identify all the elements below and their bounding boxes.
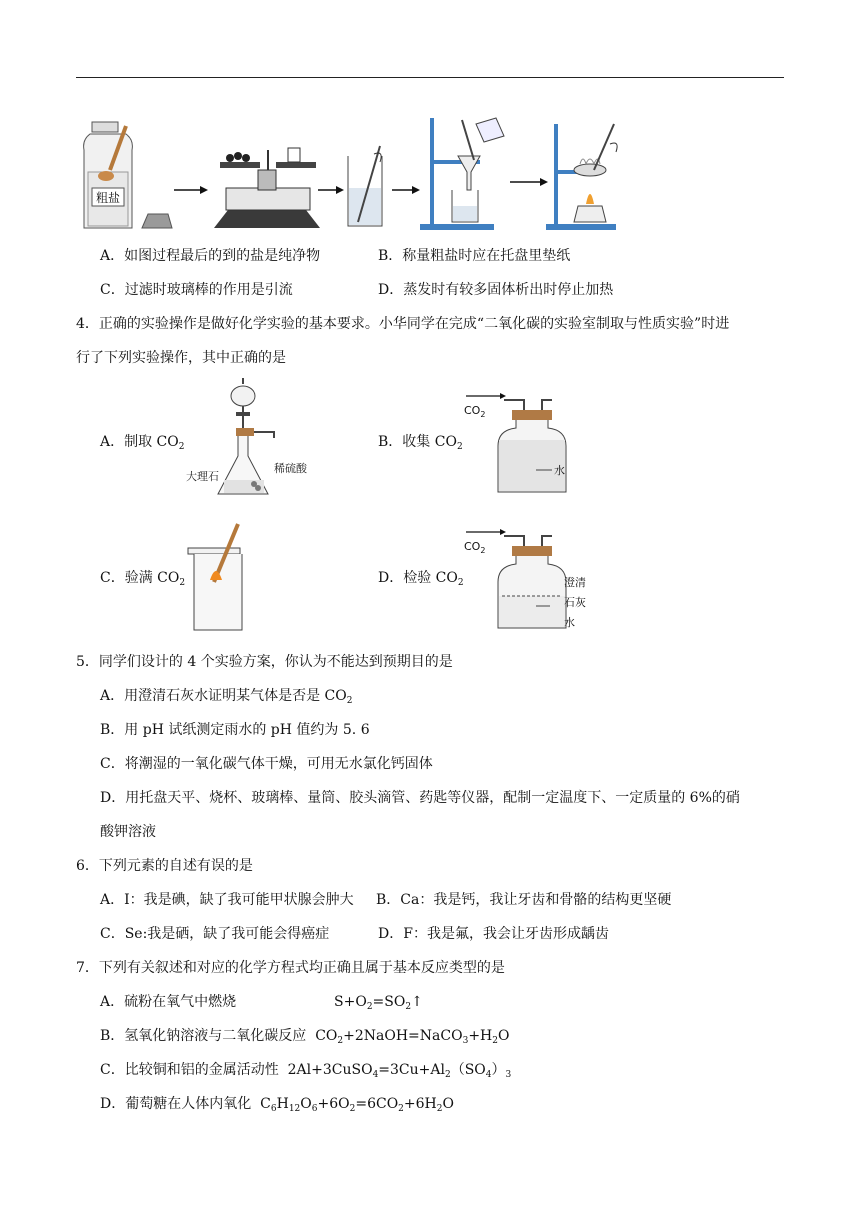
q6-option-a: A．I：我是碘，缺了我可能甲状腺会肿大 xyxy=(100,892,354,908)
header-rule xyxy=(76,77,784,78)
arrow-icon xyxy=(510,178,548,186)
q7-stem: 7．下列有关叙述和对应的化学方程式均正确且属于基本反应类型的是 xyxy=(76,960,505,976)
q5-option-d-line-1: D．用托盘天平、烧杯、玻璃棒、量筒、胶头滴管、药匙等仪器，配制一定温度下、一定质量的 6%的硝 xyxy=(100,790,740,806)
q7-equation-d: $C_6H_{12}O_6+6O_2=6CO_2+6H_2O$ xyxy=(260,1096,454,1114)
q7-option-d: D．葡萄糖在人体内氧化 $C_6H_{12}O_6+6O_2=6CO_2+6H_2O$ xyxy=(100,1096,454,1114)
arrow-icon xyxy=(174,186,208,194)
q5-stem: 5．同学们设计的 4 个实验方案，你认为不能达到预期目的是 xyxy=(76,654,453,670)
q6-option-b: B．Ca：我是钙，我让牙齿和骨骼的结构更坚硬 xyxy=(376,892,672,908)
figure-a-label-marble: 大理石 xyxy=(186,470,219,483)
co2-collection-water-figure xyxy=(460,390,590,496)
q7-equation-b: $CO_2+2NaOH=NaCO_3+H_2O$ xyxy=(315,1028,510,1046)
q7-option-c: C．比较铜和铝的金属活动性 $2Al+3CuSO_4=3Cu+Al_2(SO_4)_3$ xyxy=(100,1062,512,1080)
q5-option-d-line-2: 酸钾溶液 xyxy=(100,824,156,840)
q7-equation-a: $S+O_2=SO_2↑$ xyxy=(334,994,423,1012)
q4-option-d: D．检验 $CO_2$ xyxy=(378,570,464,588)
figure-d-label-line-1: 澄清 xyxy=(564,576,586,589)
figure-d-label-line-3: 水 xyxy=(564,616,575,629)
salt-jar-icon xyxy=(84,122,133,228)
figure-b-label-water: 水 xyxy=(554,464,565,477)
q3-option-d: D．蒸发时有较多固体析出时停止加热 xyxy=(378,282,614,298)
q3-option-c: C．过滤时玻璃棒的作用是引流 xyxy=(100,282,293,298)
q7-option-b: B．氢氧化钠溶液与二氧化碳反应 $CO_2+2NaOH=NaCO_3+H_2O$ xyxy=(100,1028,510,1046)
jar-stopper-icon xyxy=(142,214,172,228)
q5-option-c: C．将潮湿的一氧化碳气体干燥，可用无水氯化钙固体 xyxy=(100,756,433,772)
co2-generation-apparatus-figure xyxy=(180,372,310,504)
figure-d-gas-label: $CO_2$ xyxy=(464,540,486,555)
q5-option-b: B．用 pH 试纸测定雨水的 pH 值约为 5. 6 xyxy=(100,722,370,738)
co2-limewater-test-figure xyxy=(460,526,600,632)
q7-equation-c: $2Al+3CuSO_4=3Cu+Al_2(SO_4)_3$ xyxy=(287,1062,512,1080)
q4-stem-line-1: 4．正确的实验操作是做好化学实验的基本要求。小华同学在完成“二氧化碳的实验室制取与性质实验”时进 xyxy=(76,316,730,332)
q3-option-a: A．如图过程最后的到的盐是纯净物 xyxy=(100,248,321,264)
evaporation-setup-icon xyxy=(546,124,617,230)
q7-option-a: A．硫粉在氧气中燃烧 xyxy=(100,994,237,1010)
q4-option-c: C．验满 $CO_2$ xyxy=(100,570,186,588)
salt-purification-figure xyxy=(80,110,640,235)
q4-option-b: B．收集 $CO_2$ xyxy=(378,434,463,452)
co2-fullness-check-figure xyxy=(180,518,260,636)
arrow-icon xyxy=(392,186,420,194)
arrow-icon xyxy=(318,186,344,194)
filtration-setup-icon xyxy=(420,118,504,230)
q6-stem: 6．下列元素的自述有误的是 xyxy=(76,858,253,874)
q6-option-c: C．Se:我是硒，缺了我可能会得癌症 xyxy=(100,926,330,942)
q4-option-a: A．制取 $CO_2$ xyxy=(100,434,185,452)
beaker-stirring-icon xyxy=(348,146,382,226)
q3-option-b: B．称量粗盐时应在托盘里垫纸 xyxy=(378,248,571,264)
q5-option-a: A．用澄清石灰水证明某气体是否是 $CO_2$ xyxy=(100,688,353,706)
q6-option-d: D．F：我是氟，我会让牙齿形成龋齿 xyxy=(378,926,609,942)
jar-label: 粗盐 xyxy=(96,191,121,205)
figure-d-label-line-2: 石灰 xyxy=(564,596,586,609)
q4-stem-line-2: 行了下列实验操作，其中正确的是 xyxy=(76,350,286,366)
figure-a-label-acid: 稀硫酸 xyxy=(274,462,307,475)
figure-b-gas-label: $CO_2$ xyxy=(464,404,486,419)
balance-scale-icon xyxy=(214,148,320,228)
